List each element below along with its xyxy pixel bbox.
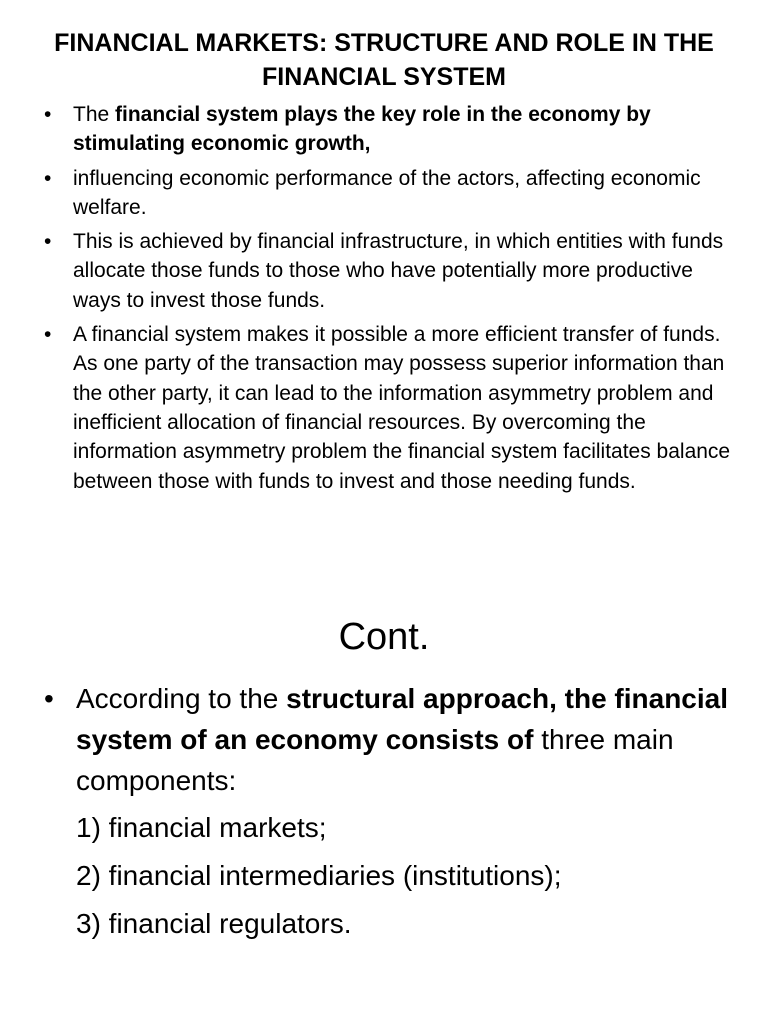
component-item: 1) financial markets;: [76, 812, 327, 843]
bullet-item: [44, 100, 734, 159]
bullet-text: influencing economic performance of the actors, affecting economic welfare.: [73, 166, 701, 219]
bullet-text: This is achieved by financial infrastructure, in which entities with funds allocate those funds to those who have potentially more productive ways to invest those funds.: [73, 230, 724, 312]
bullet-item: [44, 227, 734, 315]
bullet-dot: •: [44, 230, 52, 254]
slide-1-bullet-list: [44, 100, 734, 501]
bullet-dot: •: [44, 683, 54, 714]
bullet-dot: •: [44, 103, 52, 126]
bullet-text: The: [73, 103, 116, 126]
bullet-text: According to the: [76, 683, 287, 714]
slide-1-title: FINANCIAL MARKETS: STRUCTURE AND ROLE IN THE FINANCIAL SYSTEM: [54, 29, 714, 91]
bullet-text: A financial system makes it possible a more efficient transfer of funds. As one party of the transaction may possess superior information than the other party, it can lead to the information asymmetry problem and inefficient allocation of financial resources. By overcoming the information asymmetry problem the financial system facilitates balance between those with funds to invest and those needing funds.: [73, 323, 731, 493]
bullet-item: [44, 678, 734, 801]
component-item: 2) financial intermediaries (institutions);: [76, 860, 562, 891]
slide-2-title: Cont.: [338, 616, 430, 658]
bullet-bold-text: financial system plays the key role in the economy by stimulating economic growth,: [73, 103, 651, 156]
slide-2: [0, 560, 768, 1024]
bullet-bold-text: structural approach, the financial system of an economy consists of: [76, 683, 728, 755]
bullet-dot: •: [44, 323, 52, 347]
bullet-dot: •: [44, 166, 52, 190]
bullet-item: [44, 320, 734, 496]
component-item: 3) financial regulators.: [76, 908, 352, 939]
components-list: [44, 804, 562, 948]
slide-2-bullet-list: [44, 678, 734, 801]
bullet-item: [44, 164, 734, 223]
bullet-text: three main components:: [76, 724, 674, 796]
